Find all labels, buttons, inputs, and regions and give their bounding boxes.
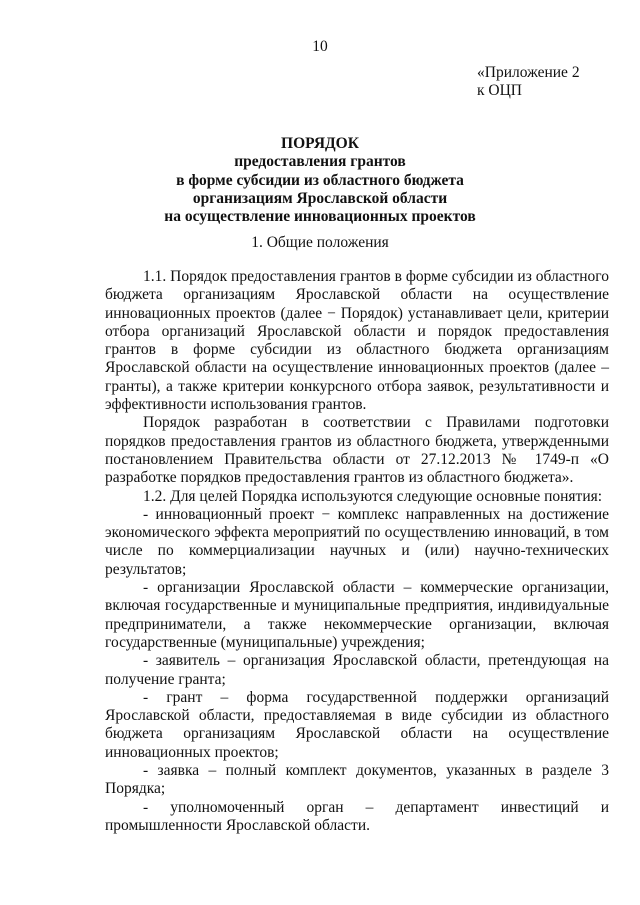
paragraph-1-1: 1.1. Порядок предоставления грантов в форме субсидии из областного бюджета организациям Ярославской области на осуществление инновационных проектов (далее − Порядок) устанавливает цели, критерии отбора организаций Ярославской области и порядок предоставления грантов в форме субсидии из областного бюджета организациям Ярославской области на осуществление инновационных проектов (далее – гранты), а также критерии конкурсного отбора заявок, результативности и эффективности использования грантов. [105,268,609,414]
section-heading: 1. Общие положения [251,234,389,251]
definition-innovation-project: - инновационный проект − комплекс направленных на достижение экономического эффекта мероприятий по осуществлению инноваций, в том числе по коммерциализации научных и (или) научно-технических результатов; [105,505,609,578]
title-line-2: предоставления грантов [234,153,406,171]
title-line-5: на осуществление инновационных проектов [164,208,476,226]
appendix-reference [477,64,580,100]
definition-applicant: - заявитель – организация Ярославской области, претендующая на получение гранта; [105,652,609,688]
appendix-line-1: «Приложение 2 [477,64,580,81]
definition-organizations: - организации Ярославской области – коммерческие организации, включая государственные и муниципальные предприятия, индивидуальные предприниматели, а также некоммерческие организации, включая государственные (муниципальные) учреждения; [105,579,609,651]
definition-application: - заявка – полный комплект документов, указанных в разделе 3 Порядка; [105,762,609,798]
appendix-line-2: к ОЦП [477,82,522,99]
title-line-4: организациям Ярославской области [192,189,448,207]
title-line-1: ПОРЯДОК [281,135,359,152]
page-number: 10 [312,38,328,55]
definition-authorized-body: - уполномоченный орган – департамент инвестиций и промышленности Ярославской области. [105,798,609,834]
body-text [105,268,609,835]
definition-grant: - грант – форма государственной поддержки организаций Ярославской области, предоставляемая в виде субсидии из областного бюджета организациям Ярославской области на осуществление инновационных проектов; [105,688,609,761]
paragraph-basis: Порядок разработан в соответствии с Правилами подготовки порядков предоставления грантов из областного бюджета, утвержденными постановлением Правительства области от 27.12.2013 № 1749-п «О разработке порядков предоставления грантов из областного бюджета». [105,414,609,487]
document-title [0,135,640,226]
title-line-3: в форме субсидии из областного бюджета [176,171,464,189]
paragraph-1-2: 1.2. Для целей Порядка используются следующие основные понятия: [143,487,603,505]
